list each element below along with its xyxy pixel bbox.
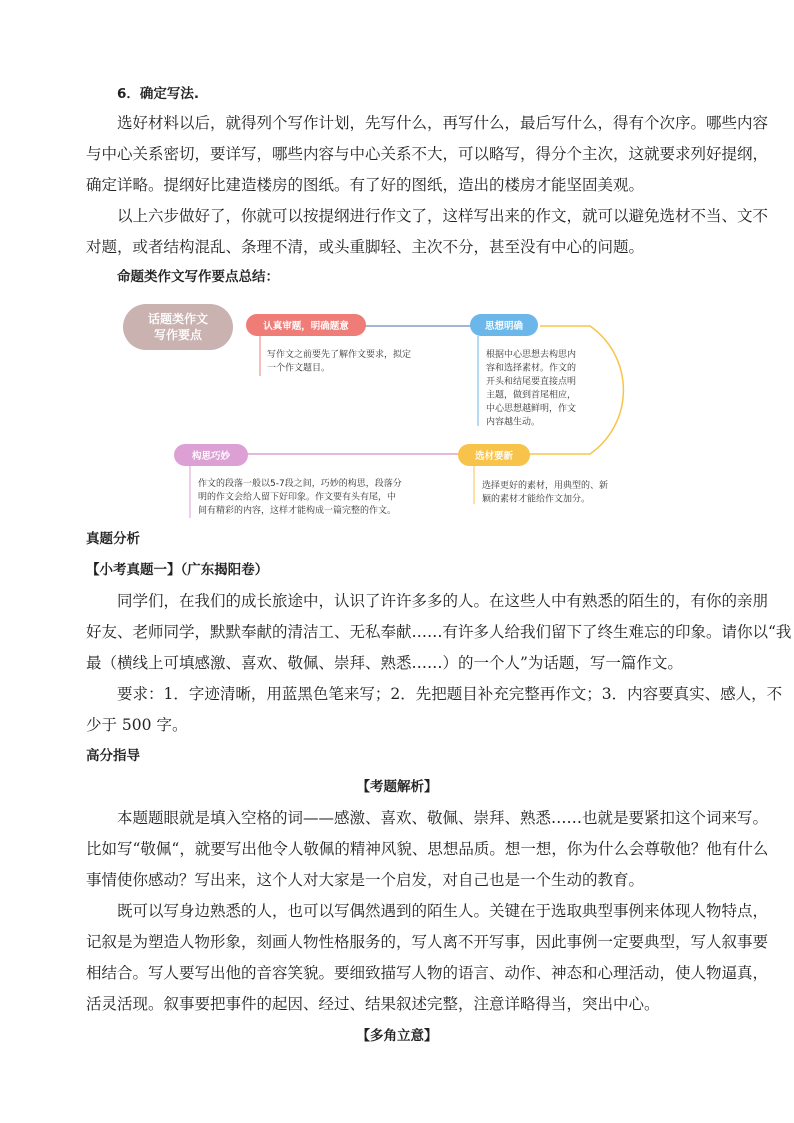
desc-line: 容和选择素材。作文的 xyxy=(486,363,577,374)
node1-desc xyxy=(267,348,414,374)
node4-desc xyxy=(198,477,405,516)
section-heading: 6．确定写法. xyxy=(117,86,200,102)
root-label: 写作要点 xyxy=(153,328,203,342)
node-label: 认真审题，明确题意 xyxy=(263,321,349,332)
mindmap-diagram xyxy=(120,296,680,528)
desc-line: 选择更好的素材，用典型的、新 xyxy=(482,481,609,491)
para-line: 同学们，在我们的成长旅途中，认识了许许多多的人。在这些人中有熟悉的陌生的，有你的亲朋 xyxy=(117,592,769,610)
section-title: 高分指导 xyxy=(86,748,140,764)
desc-line: 间有精彩的内容，这样才能构成一篇完整的作文。 xyxy=(198,506,397,516)
desc-line: 根据中心思想去构思内 xyxy=(486,350,577,360)
desc-line: 开头和结尾要直接点明 xyxy=(486,377,577,387)
para-line: 好友、老师同学，默默奉献的清洁工、无私奉献……有许多人给我们留下了终生难忘的印象。请你以“我 xyxy=(86,623,792,641)
mindmap-root xyxy=(123,304,233,350)
para-line: 最（横线上可填感激、喜欢、敬佩、崇拜、熟悉……）的一个人”为话题，写一篇作文。 xyxy=(86,654,683,672)
para-line: 活灵活现。叙事要把事件的起因、经过、结果叙述完整，注意详略得当，突出中心。 xyxy=(86,995,660,1013)
para-line: 选好材料以后，就得列个写作计划，先写什么，再写什么，最后写什么，得有个次序。哪些内容 xyxy=(117,114,769,132)
para-line: 相结合。写人要写出他的音容笑貌。要细致描写人物的语言、动作、神态和心理活动，使人物逼真， xyxy=(86,964,769,982)
para-line: 以上六步做好了，你就可以按提纲进行作文了，这样写出来的作文，就可以避免选材不当、文不 xyxy=(117,207,769,225)
node-label: 选材要新 xyxy=(474,451,514,462)
para-line: 与中心关系密切，要详写，哪些内容与中心关系不大，可以略写，得分个主次，这就要求列好提纲， xyxy=(86,145,769,163)
desc-line: 中心思想越鲜明，作文 xyxy=(486,404,577,414)
para-line: 既可以写身边熟悉的人，也可以写偶然遇到的陌生人。关键在于选取典型事例来体现人物特点， xyxy=(117,902,769,920)
exam-label: 【小考真题一】（广东揭阳卷） xyxy=(86,562,269,578)
desc-line: 颖的素材才能给作文加分。 xyxy=(482,494,591,505)
para-line: 确定详略。提纲好比建造楼房的图纸。有了好的图纸，造出的楼房才能坚固美观。 xyxy=(86,176,645,194)
node-label: 思想明确 xyxy=(484,321,524,332)
section-title: 真题分析 xyxy=(86,531,140,547)
subsection-title: 【多角立意】 xyxy=(356,1028,438,1044)
para-line: 本题题眼就是填入空格的词——感激、喜欢、敬佩、崇拜、熟悉……也就是要紧扣这个词来写。 xyxy=(117,809,769,827)
node3-desc xyxy=(482,479,611,505)
desc-line: 内容越生动。 xyxy=(486,417,541,428)
subsection-title: 【考题解析】 xyxy=(356,779,438,795)
desc-line: 作文的段落一般以5-7段之间，巧妙的构思，段落分 xyxy=(198,479,402,489)
para-line: 少于 500 字。 xyxy=(86,716,188,734)
node2-desc xyxy=(486,348,579,428)
para-line: 对题，或者结构混乱、条理不清，或头重脚轻、主次不分，甚至没有中心的问题。 xyxy=(86,238,645,256)
desc-line: 一个作文题目。 xyxy=(267,363,331,374)
desc-line: 写作文之前要先了解作文要求，拟定 xyxy=(267,350,412,360)
root-label: 话题类作文 xyxy=(147,312,209,326)
summary-title: 命题类作文写作要点总结： xyxy=(117,269,279,285)
para-line: 要求：1．字迹清晰，用蓝黑色笔来写；2．先把题目补充完整再作文；3．内容要真实、感人，不 xyxy=(117,685,783,703)
para-line: 比如写“敬佩“，就要写出他令人敬佩的精神风貌、思想品质。想一想，你为什么会尊敬他？他有什么 xyxy=(86,840,769,858)
node-label: 构思巧妙 xyxy=(191,451,231,462)
para-line: 记叙是为塑造人物形象，刻画人物性格服务的，写人离不开写事，因此事例一定要典型，写人叙事要 xyxy=(86,933,769,951)
desc-line: 主题，做到首尾相应， xyxy=(486,390,577,401)
para-line: 事情使你感动？写出来，这个人对大家是一个启发，对自己也是一个生动的教育。 xyxy=(86,871,645,889)
desc-line: 明的作文会给人留下好印象。作文要有头有尾，中 xyxy=(198,492,397,503)
